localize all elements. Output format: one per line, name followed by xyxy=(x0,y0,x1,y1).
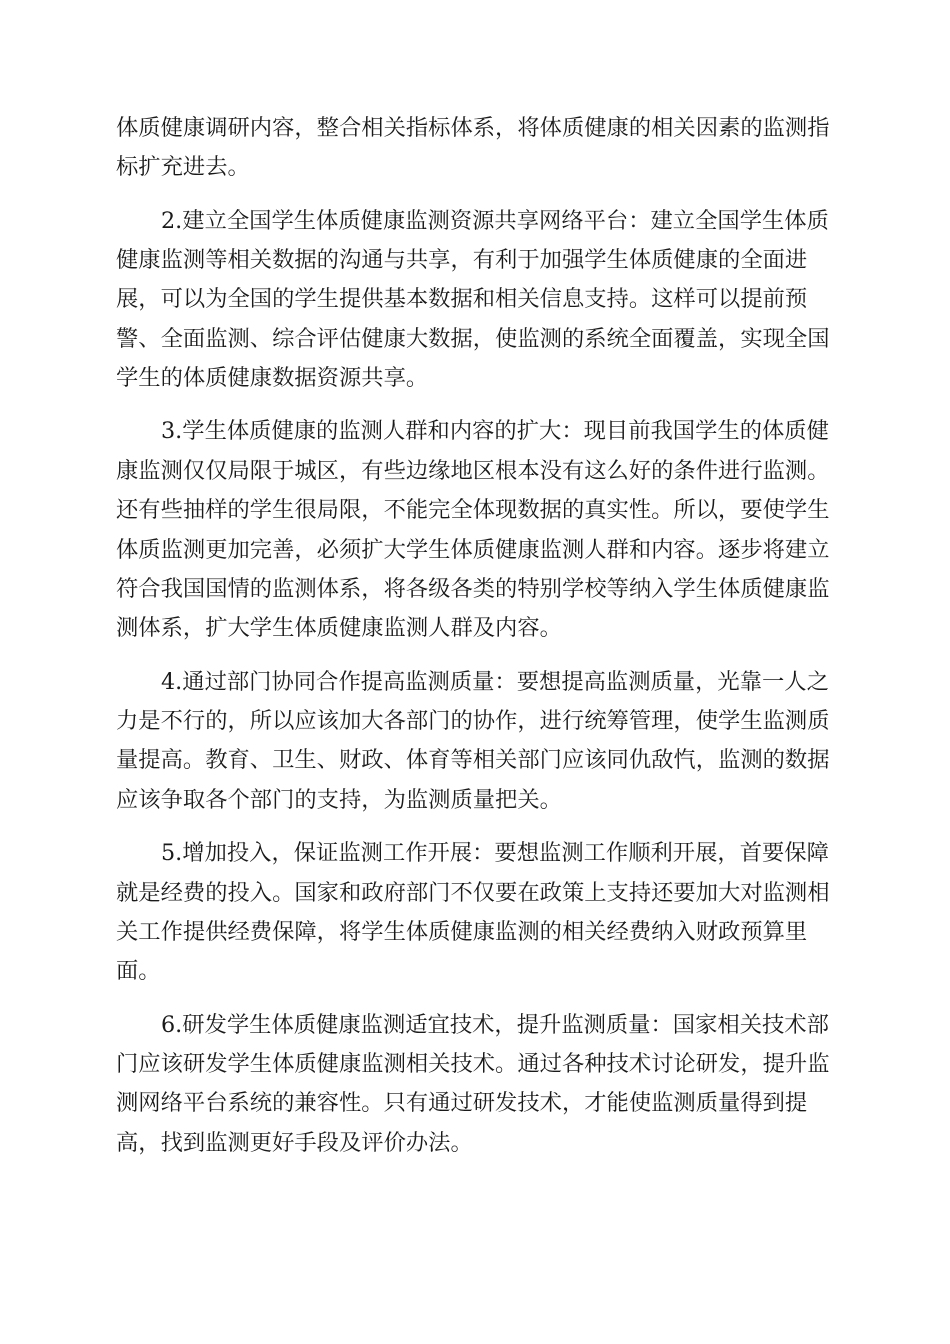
text-line: 就是经费的投入。国家和政府部门不仅要在政策上支持还要加大对监测相 xyxy=(116,879,830,906)
paragraph-item-3 xyxy=(116,412,834,648)
text-line: 体质健康调研内容，整合相关指标体系，将体质健康的相关因素的监测指 xyxy=(116,115,830,141)
text-line: 测网络平台系统的兼容性。只有通过研发技术，才能使监测质量得到提 xyxy=(116,1090,808,1117)
text-line: 6.研发学生体质健康监测适宜技术，提升监测质量：国家相关技术部 xyxy=(161,1011,829,1038)
text-line: 3.学生体质健康的监测人群和内容的扩大：现目前我国学生的体质健 xyxy=(161,418,829,445)
paragraph-continuation xyxy=(116,109,834,188)
text-line: 关工作提供经费保障，将学生体质健康监测的相关经费纳入财政预算里 xyxy=(116,918,808,945)
document-body xyxy=(116,109,834,1163)
text-line: 5.增加投入，保证监测工作开展：要想监测工作顺利开展，首要保障 xyxy=(161,840,829,867)
text-line: 2.建立全国学生体质健康监测资源共享网络平台：建立全国学生体质 xyxy=(161,207,829,234)
text-line: 量提高。教育、卫生、财政、体育等相关部门应该同仇敌忾，监测的数据 xyxy=(116,747,830,774)
text-line: 门应该研发学生体质健康监测相关技术。通过各种技术讨论研发，提升监 xyxy=(116,1050,830,1077)
paragraph-item-4 xyxy=(116,663,834,821)
text-line: 展，可以为全国的学生提供基本数据和相关信息支持。这样可以提前预 xyxy=(116,286,808,313)
text-line: 测体系，扩大学生体质健康监测人群及内容。 xyxy=(116,615,562,642)
text-line: 还有些抽样的学生很局限，不能完全体现数据的真实性。所以，要使学生 xyxy=(116,497,830,524)
text-line: 学生的体质健康数据资源共享。 xyxy=(116,365,429,392)
text-line: 健康监测等相关数据的沟通与共享，有利于加强学生体质健康的全面进 xyxy=(116,247,808,274)
paragraph-item-5 xyxy=(116,834,834,992)
text-line: 警、全面监测、综合评估健康大数据，使监测的系统全面覆盖，实现全国 xyxy=(116,325,830,352)
text-line: 体质监测更加完善，必须扩大学生体质健康监测人群和内容。逐步将建立 xyxy=(116,536,830,563)
text-line: 康监测仅仅局限于城区，有些边缘地区根本没有这么好的条件进行监测。 xyxy=(116,457,830,484)
text-line: 标扩充进去。 xyxy=(116,154,250,181)
text-line: 应该争取各个部门的支持，为监测质量把关。 xyxy=(116,786,562,813)
paragraph-item-6 xyxy=(116,1006,834,1164)
text-line: 4.通过部门协同合作提高监测质量：要想提高监测质量，光靠一人之 xyxy=(161,668,829,695)
paragraph-item-2 xyxy=(116,202,834,399)
text-line: 符合我国国情的监测体系，将各级各类的特别学校等纳入学生体质健康监 xyxy=(116,576,830,603)
text-line: 力是不行的，所以应该加大各部门的协作，进行统筹管理，使学生监测质 xyxy=(116,708,830,735)
text-line: 高，找到监测更好手段及评价办法。 xyxy=(116,1129,473,1156)
text-line: 面。 xyxy=(116,958,161,985)
